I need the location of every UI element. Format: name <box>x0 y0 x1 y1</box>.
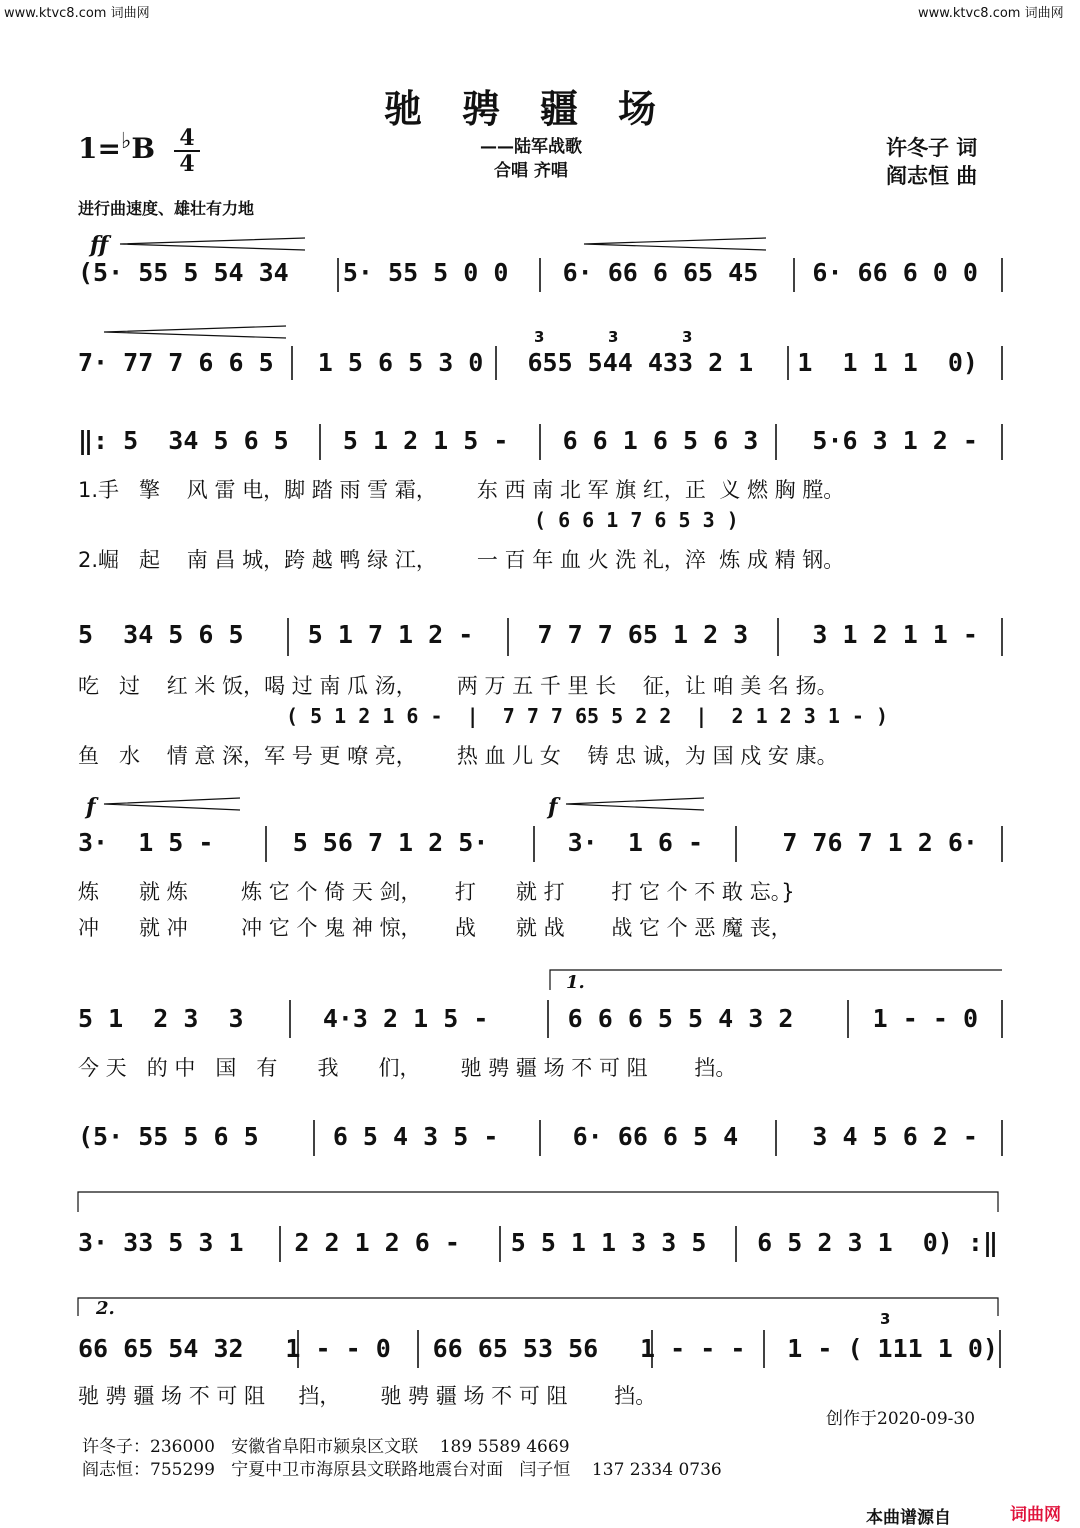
triplet-mark-4: 3 <box>880 1310 891 1328</box>
measure: 6· 66 6 0 0 <box>812 258 978 287</box>
score-row-4 <box>78 620 978 649</box>
lyric-chorus: 今 天 的 中 国 有 我 们， 驰 骋 疆 场 不 可 阻 挡。 <box>78 1056 737 1080</box>
measure: 5 34 5 6 5 <box>78 620 244 649</box>
composer: 阎志恒 曲 <box>886 164 978 188</box>
measure: 5 5 1 1 3 3 5 <box>510 1228 707 1257</box>
measure: 1 5 6 5 3 0 <box>317 348 484 377</box>
lyric-ending: 驰 骋 疆 场 不 可 阻 挡， 驰 骋 疆 场 不 可 阻 挡。 <box>78 1384 657 1408</box>
measure: (5· 55 5 54 34 <box>78 258 289 287</box>
measure: 5 56 7 1 2 5· <box>292 828 489 857</box>
created-date: 创作于2020-09-30 <box>826 1409 976 1429</box>
contact-composer: 阎志恒：755299 宁夏中卫市海原县文联路地震台对面 闫子恒 137 2334 0736 <box>82 1460 722 1480</box>
dynamic-f-2: f <box>548 794 558 820</box>
lyric-verse-2b: 鱼 水 情 意 深，军 号 更 嘹 亮， 热 血 儿 女 铸 忠 诚，为 国 戍 安 康。 <box>78 744 838 768</box>
measure: ‖: 5 34 5 6 5 <box>78 426 289 455</box>
measure: 4·3 2 1 5 - <box>322 1004 489 1033</box>
performance-type: 合唱 齐唱 <box>494 161 568 181</box>
song-title: 驰骋疆场 <box>383 86 696 131</box>
score-row-3 <box>78 426 978 455</box>
measure: 5· 55 5 0 0 <box>342 258 509 287</box>
triplet-mark-3: 3 <box>682 328 693 346</box>
lyricist: 许冬子 词 <box>886 136 978 160</box>
score-row-6 <box>78 1004 978 1033</box>
watermark-right: www.ktvc8.com 词曲网 <box>918 6 1064 21</box>
lyric-verse-1a: 1.手 擎 风 雷 电，脚 踏 雨 雪 霜， 东 西 南 北 军 旗 红，正 义 燃 胸 膛。 <box>78 478 845 502</box>
subtitle: ——陆军战歌 <box>480 137 582 157</box>
measure: 1 - - 0 <box>285 1334 391 1363</box>
measure: 655 544 433 2 1 <box>527 348 754 377</box>
score-row-2 <box>78 348 978 377</box>
interlude-2: ( 5 1 2 1 6 - | 7 7 7 65 5 2 2 | 2 1 2 3 1 - ) <box>286 704 889 728</box>
meter-bottom: 4 <box>179 151 195 177</box>
measure: 6· 66 6 65 45 <box>562 258 759 287</box>
measure: 5 1 2 3 3 <box>78 1004 244 1033</box>
interlude-1: ( 6 6 1 7 6 5 3 ) <box>534 508 739 532</box>
flat-sign: ♭ <box>120 128 132 154</box>
measure: 66 65 53 56 <box>432 1334 599 1363</box>
measure: (5· 55 5 6 5 <box>78 1122 259 1151</box>
score-row-1 <box>78 258 978 287</box>
measure: 3· 33 5 3 1 <box>78 1228 244 1257</box>
measure: 1 - ( 111 1 0) <box>787 1334 998 1363</box>
lyric-verse-2c: 冲 就 冲 冲 它 个 鬼 神 惊， 战 就 战 战 它 个 恶 魔 丧， <box>78 916 792 940</box>
measure: 1 - - 0 <box>872 1004 978 1033</box>
volta-second: 2. <box>96 1298 115 1319</box>
tempo-marking: 进行曲速度、雄壮有力地 <box>78 199 255 218</box>
measure: 5 1 7 1 2 - <box>307 620 474 649</box>
volta-first: 1. <box>566 972 585 993</box>
key-note: B <box>131 132 156 165</box>
site-logo[interactable]: 词曲网 <box>1010 1505 1061 1525</box>
measure: 2 2 1 2 6 - <box>294 1228 460 1257</box>
measure: 1 - - - <box>640 1334 746 1363</box>
triplet-mark-1: 3 <box>534 328 545 346</box>
measure: 3· 1 5 - <box>78 828 214 857</box>
triplet-mark-2: 3 <box>608 328 619 346</box>
score-row-5 <box>78 828 978 857</box>
measure: 7· 77 7 6 6 5 <box>78 348 274 377</box>
key-label: 1= <box>78 132 121 165</box>
score-row-8 <box>78 1228 998 1257</box>
score-row-7 <box>78 1122 978 1151</box>
meter-top: 4 <box>179 125 195 151</box>
watermark-left: www.ktvc8.com 词曲网 <box>4 6 150 21</box>
measure: 3· 1 6 - <box>567 828 704 857</box>
contact-lyricist: 许冬子：236000 安徽省阜阳市颍泉区文联 189 5589 4669 <box>82 1437 570 1457</box>
measure: 6 6 1 6 5 6 3 <box>562 426 759 455</box>
measure: 3 4 5 6 2 - <box>812 1122 978 1151</box>
measure: 6· 66 6 5 4 <box>572 1122 739 1151</box>
measure: 6 6 6 5 5 4 3 2 <box>567 1004 794 1033</box>
lyric-verse-1c: 炼 就 炼 炼 它 个 倚 天 剑， 打 就 打 打 它 个 不 敢 忘。} <box>78 880 795 904</box>
measure: 7 7 7 65 1 2 3 <box>537 620 749 649</box>
measure: 6 5 2 3 1 0) :‖ <box>757 1228 998 1257</box>
lyric-verse-2a: 2.崛 起 南 昌 城，跨 越 鸭 绿 江， 一 百 年 血 火 洗 礼，淬 炼 成 精 钢。 <box>78 548 845 572</box>
dynamic-ff: ff <box>90 232 109 258</box>
measure: 5·6 3 1 2 - <box>812 426 978 455</box>
measure: 7 76 7 1 2 6· <box>782 828 978 857</box>
measure: 3 1 2 1 1 - <box>812 620 978 649</box>
score-row-9 <box>78 1334 998 1363</box>
measure: 1 1 1 1 0) <box>797 348 978 377</box>
lyric-verse-1b: 吃 过 红 米 饭，喝 过 南 瓜 汤， 两 万 五 千 里 长 征，让 咱 美 名 扬。 <box>78 674 838 698</box>
measure: 6 5 4 3 5 - <box>332 1122 499 1151</box>
measure: 66 65 54 32 <box>78 1334 244 1363</box>
footer-source: 本曲谱源自 <box>866 1508 951 1528</box>
dynamic-f-1: f <box>86 794 96 820</box>
measure: 5 1 2 1 5 - <box>342 426 509 455</box>
